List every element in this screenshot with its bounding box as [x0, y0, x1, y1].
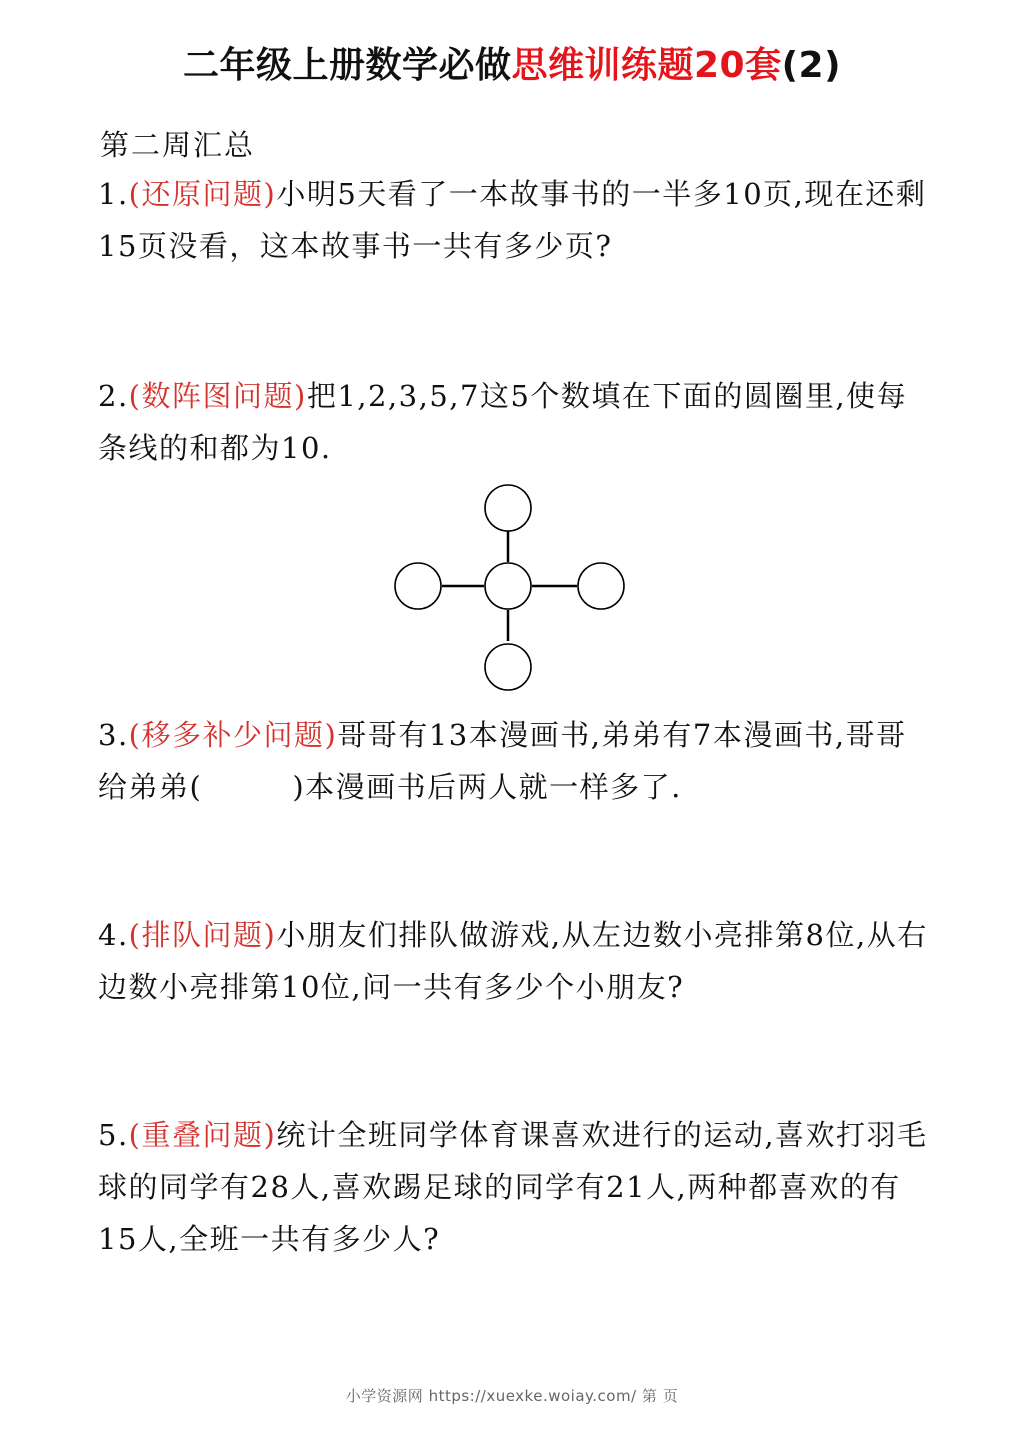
circle-right[interactable]: [578, 563, 624, 609]
question-1: [98, 168, 928, 272]
question-number: 5.: [98, 1118, 129, 1152]
question-5: [98, 1109, 928, 1265]
question-number: 3.: [98, 718, 129, 752]
circle-top[interactable]: [485, 485, 531, 531]
question-text: 小明5天看了一本故事书的一半多10页,现在还剩15页没看，这本故事书一共有多少页?: [98, 177, 927, 263]
question-tag: (重叠问题): [128, 1118, 277, 1152]
question-tag: (排队问题): [128, 918, 277, 952]
number-array-diagram: [390, 480, 630, 700]
question-text: 小朋友们排队做游戏,从左边数小亮排第8位,从右边数小亮排第10位,问一共有多少个小朋友?: [98, 918, 928, 1004]
question-text: 统计全班同学体育课喜欢进行的运动,喜欢打羽毛球的同学有28人,喜欢踢足球的同学有21人,两种都喜欢的有15人,全班一共有多少人?: [98, 1118, 928, 1256]
circle-bottom[interactable]: [485, 644, 531, 690]
question-tag: (数阵图问题): [128, 379, 307, 413]
question-text-before: 哥哥有13本漫画书,弟弟有7本漫画书,哥哥给弟弟(: [98, 718, 907, 804]
question-2: [98, 370, 928, 474]
circle-center[interactable]: [485, 563, 531, 609]
question-4: [98, 909, 928, 1013]
title-suffix: (2): [781, 45, 842, 86]
title-prefix: 二年级上册数学必做: [182, 45, 512, 86]
footer-page-prefix: 第: [641, 1387, 658, 1405]
circle-left[interactable]: [395, 563, 441, 609]
page-title: [0, 42, 1024, 90]
title-highlight: 思维训练题20套: [511, 45, 782, 86]
section-heading: 第二周汇总: [100, 128, 256, 162]
question-tag: (还原问题): [128, 177, 277, 211]
question-number: 2.: [98, 379, 129, 413]
question-number: 1.: [98, 177, 129, 211]
question-3: [98, 709, 928, 813]
page-footer: [0, 1385, 1024, 1406]
question-number: 4.: [98, 918, 129, 952]
question-text: 把1,2,3,5,7这5个数填在下面的圆圈里,使每条线的和都为10.: [98, 379, 908, 465]
question-text-after: )本漫画书后两人就一样多了.: [292, 770, 682, 804]
footer-site: 小学资源网 https://xuexke.woiay.com/: [345, 1387, 637, 1405]
question-tag: (移多补少问题): [128, 718, 338, 752]
footer-page-suffix: 页: [662, 1387, 679, 1405]
